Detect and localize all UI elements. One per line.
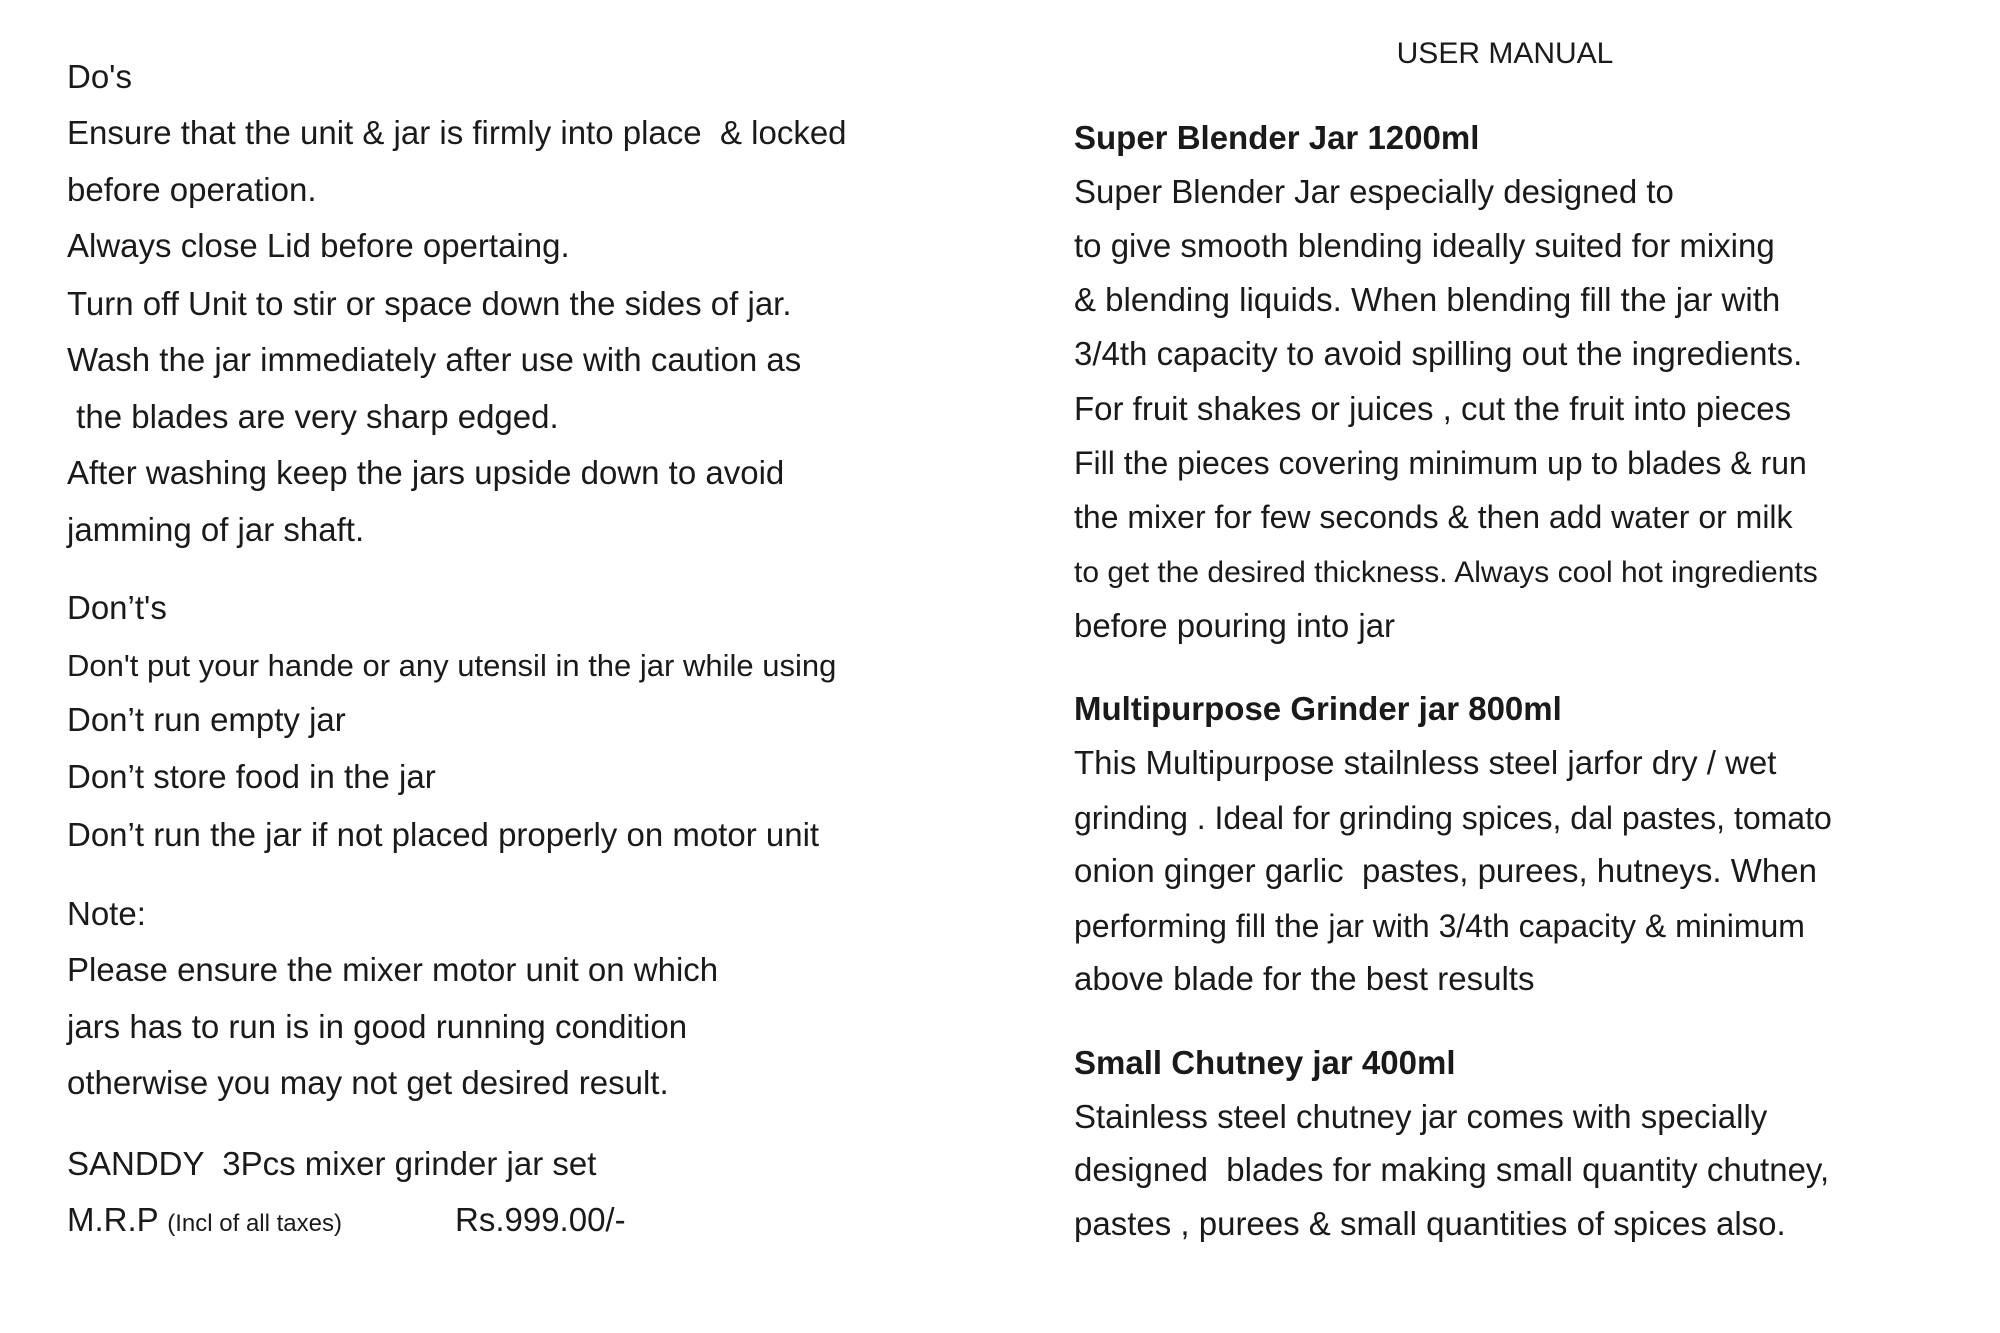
section-line: Super Blender Jar especially designed to bbox=[1074, 173, 1674, 210]
donts-line: Don't put your hande or any utensil in the jar while using bbox=[67, 648, 837, 683]
section-line: Stainless steel chutney jar comes with specially bbox=[1074, 1098, 1768, 1135]
section-title-blender: Super Blender Jar 1200ml bbox=[1074, 119, 1480, 156]
note-line: jars has to run is in good running condition bbox=[67, 1008, 688, 1045]
section-line: the mixer for few seconds & then add water or milk bbox=[1074, 499, 1793, 535]
section-title-chutney: Small Chutney jar 400ml bbox=[1074, 1044, 1456, 1081]
mrp-label: M.R.P bbox=[67, 1201, 159, 1238]
section-line: performing fill the jar with 3/4th capacity & minimum bbox=[1074, 908, 1805, 944]
dos-line: Wash the jar immediately after use with caution as bbox=[67, 341, 802, 378]
donts-line: Don’t store food in the jar bbox=[67, 758, 436, 795]
section-line: For fruit shakes or juices , cut the fruit into pieces bbox=[1074, 390, 1792, 427]
donts-line: Don’t run the jar if not placed properly on motor unit bbox=[67, 816, 820, 853]
manual-title: USER MANUAL bbox=[1396, 37, 1614, 70]
section-line: This Multipurpose stailnless steel jarfor dry / wet bbox=[1074, 744, 1777, 781]
dos-line: After washing keep the jars upside down to avoid bbox=[67, 454, 785, 491]
note-heading: Note: bbox=[67, 895, 146, 932]
section-line: Fill the pieces covering minimum up to blades & run bbox=[1074, 445, 1807, 481]
note-line: Please ensure the mixer motor unit on which bbox=[67, 951, 719, 988]
mrp-line bbox=[67, 1200, 342, 1244]
section-line: to get the desired thickness. Always cool hot ingredients bbox=[1074, 556, 1818, 589]
section-line: & blending liquids. When blending fill the jar with bbox=[1074, 281, 1781, 318]
section-line: pastes , purees & small quantities of spices also. bbox=[1074, 1205, 1786, 1242]
section-line: designed blades for making small quantity chutney, bbox=[1074, 1151, 1830, 1188]
product-name: SANDDY 3Pcs mixer grinder jar set bbox=[67, 1145, 597, 1182]
section-title-grinder: Multipurpose Grinder jar 800ml bbox=[1074, 690, 1562, 727]
dos-line: jamming of jar shaft. bbox=[67, 511, 365, 548]
section-line: 3/4th capacity to avoid spilling out the ingredients. bbox=[1074, 335, 1803, 372]
dos-line: Always close Lid before opertaing. bbox=[67, 227, 570, 264]
donts-heading: Don’t's bbox=[67, 589, 167, 626]
section-line: to give smooth blending ideally suited for mixing bbox=[1074, 227, 1775, 264]
dos-line: the blades are very sharp edged. bbox=[67, 398, 559, 435]
price: Rs.999.00/- bbox=[455, 1201, 626, 1238]
dos-line: Ensure that the unit & jar is firmly into place & locked bbox=[67, 114, 847, 151]
section-line: above blade for the best results bbox=[1074, 960, 1535, 997]
note-line: otherwise you may not get desired result. bbox=[67, 1064, 669, 1101]
section-line: onion ginger garlic pastes, purees, hutneys. When bbox=[1074, 852, 1817, 889]
dos-line: Turn off Unit to stir or space down the sides of jar. bbox=[67, 285, 792, 322]
section-line: before pouring into jar bbox=[1074, 607, 1396, 644]
mrp-tax-note: (Incl of all taxes) bbox=[167, 1210, 342, 1237]
section-line: grinding . Ideal for grinding spices, dal pastes, tomato bbox=[1074, 800, 1832, 836]
donts-line: Don’t run empty jar bbox=[67, 701, 346, 738]
dos-heading: Do's bbox=[67, 58, 132, 95]
dos-line: before operation. bbox=[67, 171, 317, 208]
